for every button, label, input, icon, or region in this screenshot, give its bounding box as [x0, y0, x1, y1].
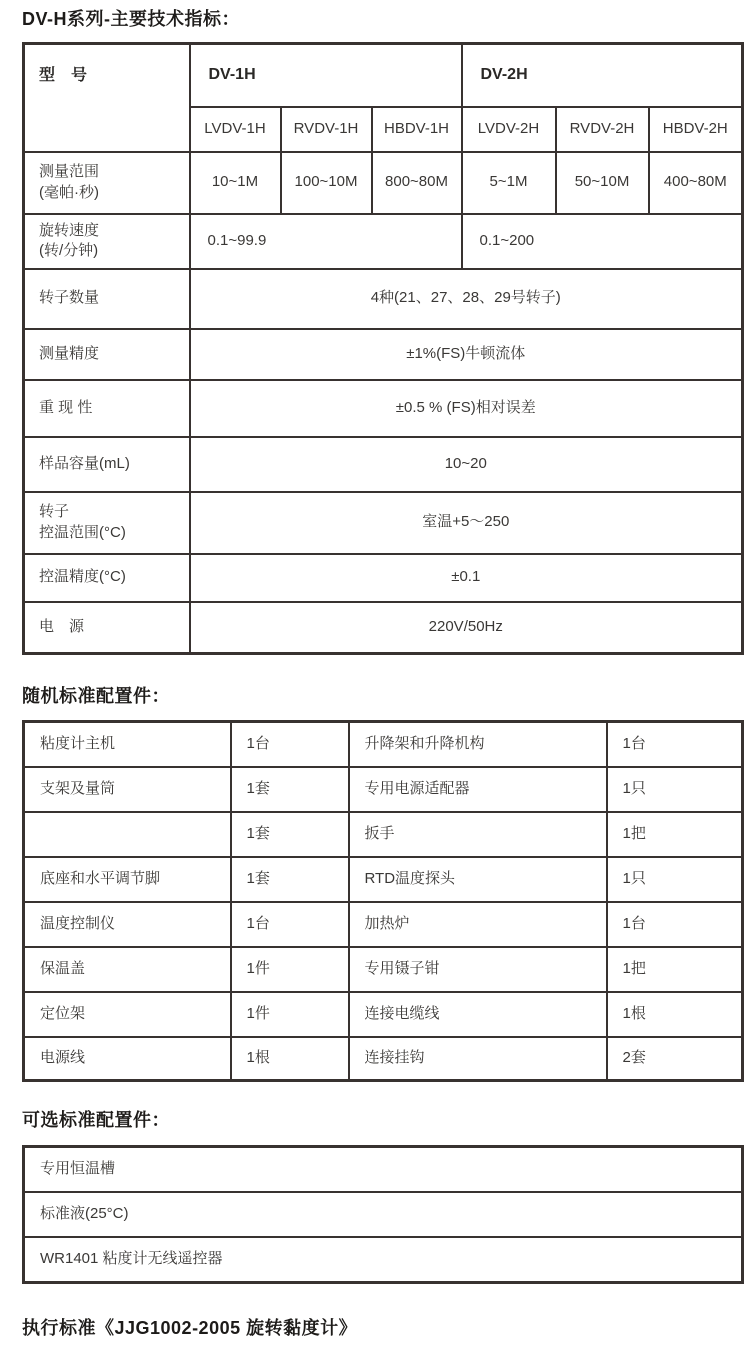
- optional-item: 专用恒温槽: [24, 1147, 743, 1192]
- optional-item: 标准液(25°C): [24, 1192, 743, 1237]
- range-label-cell: [24, 152, 190, 214]
- accessory-qty: 1只: [607, 857, 743, 902]
- repeatability-value-cell: ±0.5 % (FS)相对误差: [190, 380, 743, 437]
- spec-row-speed: [24, 214, 743, 269]
- accessory-qty: 1件: [231, 992, 349, 1037]
- accessory-qty: 1套: [231, 767, 349, 812]
- table-row: [24, 767, 743, 812]
- accessory-item: 底座和水平调节脚: [24, 857, 231, 902]
- accessory-item: RTD温度探头: [349, 857, 607, 902]
- range-value-cell: 100~10M: [281, 152, 372, 214]
- accessory-qty: 1只: [607, 767, 743, 812]
- model-lvdv1h-cell: LVDV-1H: [190, 107, 281, 152]
- model-hbdv2h-cell: HBDV-2H: [649, 107, 743, 152]
- accessory-qty: 1台: [607, 902, 743, 947]
- accessory-qty: 1件: [231, 947, 349, 992]
- speed-label-line1: 旋转速度: [39, 221, 100, 239]
- sample-value-cell: 10~20: [190, 437, 743, 492]
- accessory-qty: 1根: [607, 992, 743, 1037]
- temp-accuracy-label-cell: 控温精度(°C): [24, 554, 190, 602]
- range-value-cell: 10~1M: [190, 152, 281, 214]
- accessory-item: 专用电源适配器: [349, 767, 607, 812]
- accuracy-label-cell: 测量精度: [24, 329, 190, 380]
- accessory-item: 连接电缆线: [349, 992, 607, 1037]
- accessory-item: 温度控制仪: [24, 902, 231, 947]
- accessory-item: 定位架: [24, 992, 231, 1037]
- speed-label-cell: [24, 214, 190, 269]
- accessory-item: 升降架和升降机构: [349, 722, 607, 767]
- table-row: [24, 1147, 743, 1192]
- table-row: [24, 992, 743, 1037]
- accessory-item: 保温盖: [24, 947, 231, 992]
- spec-row-power: [24, 602, 743, 654]
- accessory-qty: 1根: [231, 1037, 349, 1081]
- accessory-item: 扳手: [349, 812, 607, 857]
- accessory-item: 电源线: [24, 1037, 231, 1081]
- accessory-item: 粘度计主机: [24, 722, 231, 767]
- optional-accessories-table: [22, 1145, 744, 1284]
- model-label-cell: 型 号: [24, 44, 190, 152]
- table-row: [24, 947, 743, 992]
- table-row: [24, 1237, 743, 1283]
- group-dv1h-cell: DV-1H: [190, 44, 462, 107]
- model-rvdv2h-cell: RVDV-2H: [556, 107, 649, 152]
- table-row: [24, 1037, 743, 1081]
- table-row: [24, 857, 743, 902]
- power-value-cell: 220V/50Hz: [190, 602, 743, 654]
- range-value-cell: 400~80M: [649, 152, 743, 214]
- standard-accessories-title: 随机标准配置件：: [22, 686, 170, 706]
- rotors-value-cell: 4种(21、27、28、29号转子): [190, 269, 743, 329]
- accessory-qty: 1把: [607, 812, 743, 857]
- standard-accessories-table: [22, 720, 744, 1082]
- accessory-qty: 1套: [231, 857, 349, 902]
- range-label-line1: 测量范围: [39, 163, 100, 181]
- accessory-qty: 1套: [231, 812, 349, 857]
- range-value-cell: 5~1M: [462, 152, 556, 214]
- spec-section-title: DV-H系列-主要技术指标：: [22, 9, 240, 29]
- table-row: [24, 902, 743, 947]
- table-row: [24, 722, 743, 767]
- execution-standard-note: 执行标准《JJG1002-2005 旋转黏度计》: [22, 1318, 358, 1338]
- rotors-label-cell: 转子数量: [24, 269, 190, 329]
- sample-label-cell: 样品容量(mL): [24, 437, 190, 492]
- temp-accuracy-value-cell: ±0.1: [190, 554, 743, 602]
- accessory-item: 支架及量筒: [24, 767, 231, 812]
- accessory-item: [24, 812, 231, 857]
- temp-range-label-line2: 控温范围(°C): [39, 523, 126, 541]
- spec-row-range: [24, 152, 743, 214]
- accessory-item: 连接挂钩: [349, 1037, 607, 1081]
- accessory-item: 加热炉: [349, 902, 607, 947]
- accessory-qty: 1把: [607, 947, 743, 992]
- range-value-cell: 50~10M: [556, 152, 649, 214]
- optional-item: WR1401 粘度计无线遥控器: [24, 1237, 743, 1283]
- speed-dv2h-cell: 0.1~200: [462, 214, 743, 269]
- spec-table: [22, 42, 744, 655]
- range-value-cell: 800~80M: [372, 152, 462, 214]
- model-hbdv1h-cell: HBDV-1H: [372, 107, 462, 152]
- spec-row-temp-accuracy: [24, 554, 743, 602]
- model-lvdv2h-cell: LVDV-2H: [462, 107, 556, 152]
- accessory-qty: 1台: [607, 722, 743, 767]
- spec-header-row: [24, 44, 743, 107]
- spec-row-sample: [24, 437, 743, 492]
- repeatability-label-cell: 重 现 性: [24, 380, 190, 437]
- accessory-qty: 2套: [607, 1037, 743, 1081]
- temp-range-label-line1: 转子: [39, 503, 70, 521]
- temp-range-value-cell: 室温+5～250: [190, 492, 743, 554]
- accuracy-value-cell: ±1%(FS)牛顿流体: [190, 329, 743, 380]
- spec-row-accuracy: [24, 329, 743, 380]
- optional-accessories-title: 可选标准配置件：: [22, 1110, 170, 1130]
- table-row: [24, 812, 743, 857]
- accessory-qty: 1台: [231, 902, 349, 947]
- spec-row-temp-range: [24, 492, 743, 554]
- accessory-item: 专用镊子钳: [349, 947, 607, 992]
- speed-label-line2: (转/分钟): [39, 242, 99, 259]
- range-label-line2: (毫帕·秒): [39, 183, 99, 201]
- spec-row-rotors: [24, 269, 743, 329]
- spec-row-repeatability: [24, 380, 743, 437]
- temp-range-label-cell: [24, 492, 190, 554]
- group-dv2h-cell: DV-2H: [462, 44, 743, 107]
- power-label-cell: 电 源: [24, 602, 190, 654]
- model-rvdv1h-cell: RVDV-1H: [281, 107, 372, 152]
- accessory-qty: 1台: [231, 722, 349, 767]
- table-row: [24, 1192, 743, 1237]
- speed-dv1h-cell: 0.1~99.9: [190, 214, 462, 269]
